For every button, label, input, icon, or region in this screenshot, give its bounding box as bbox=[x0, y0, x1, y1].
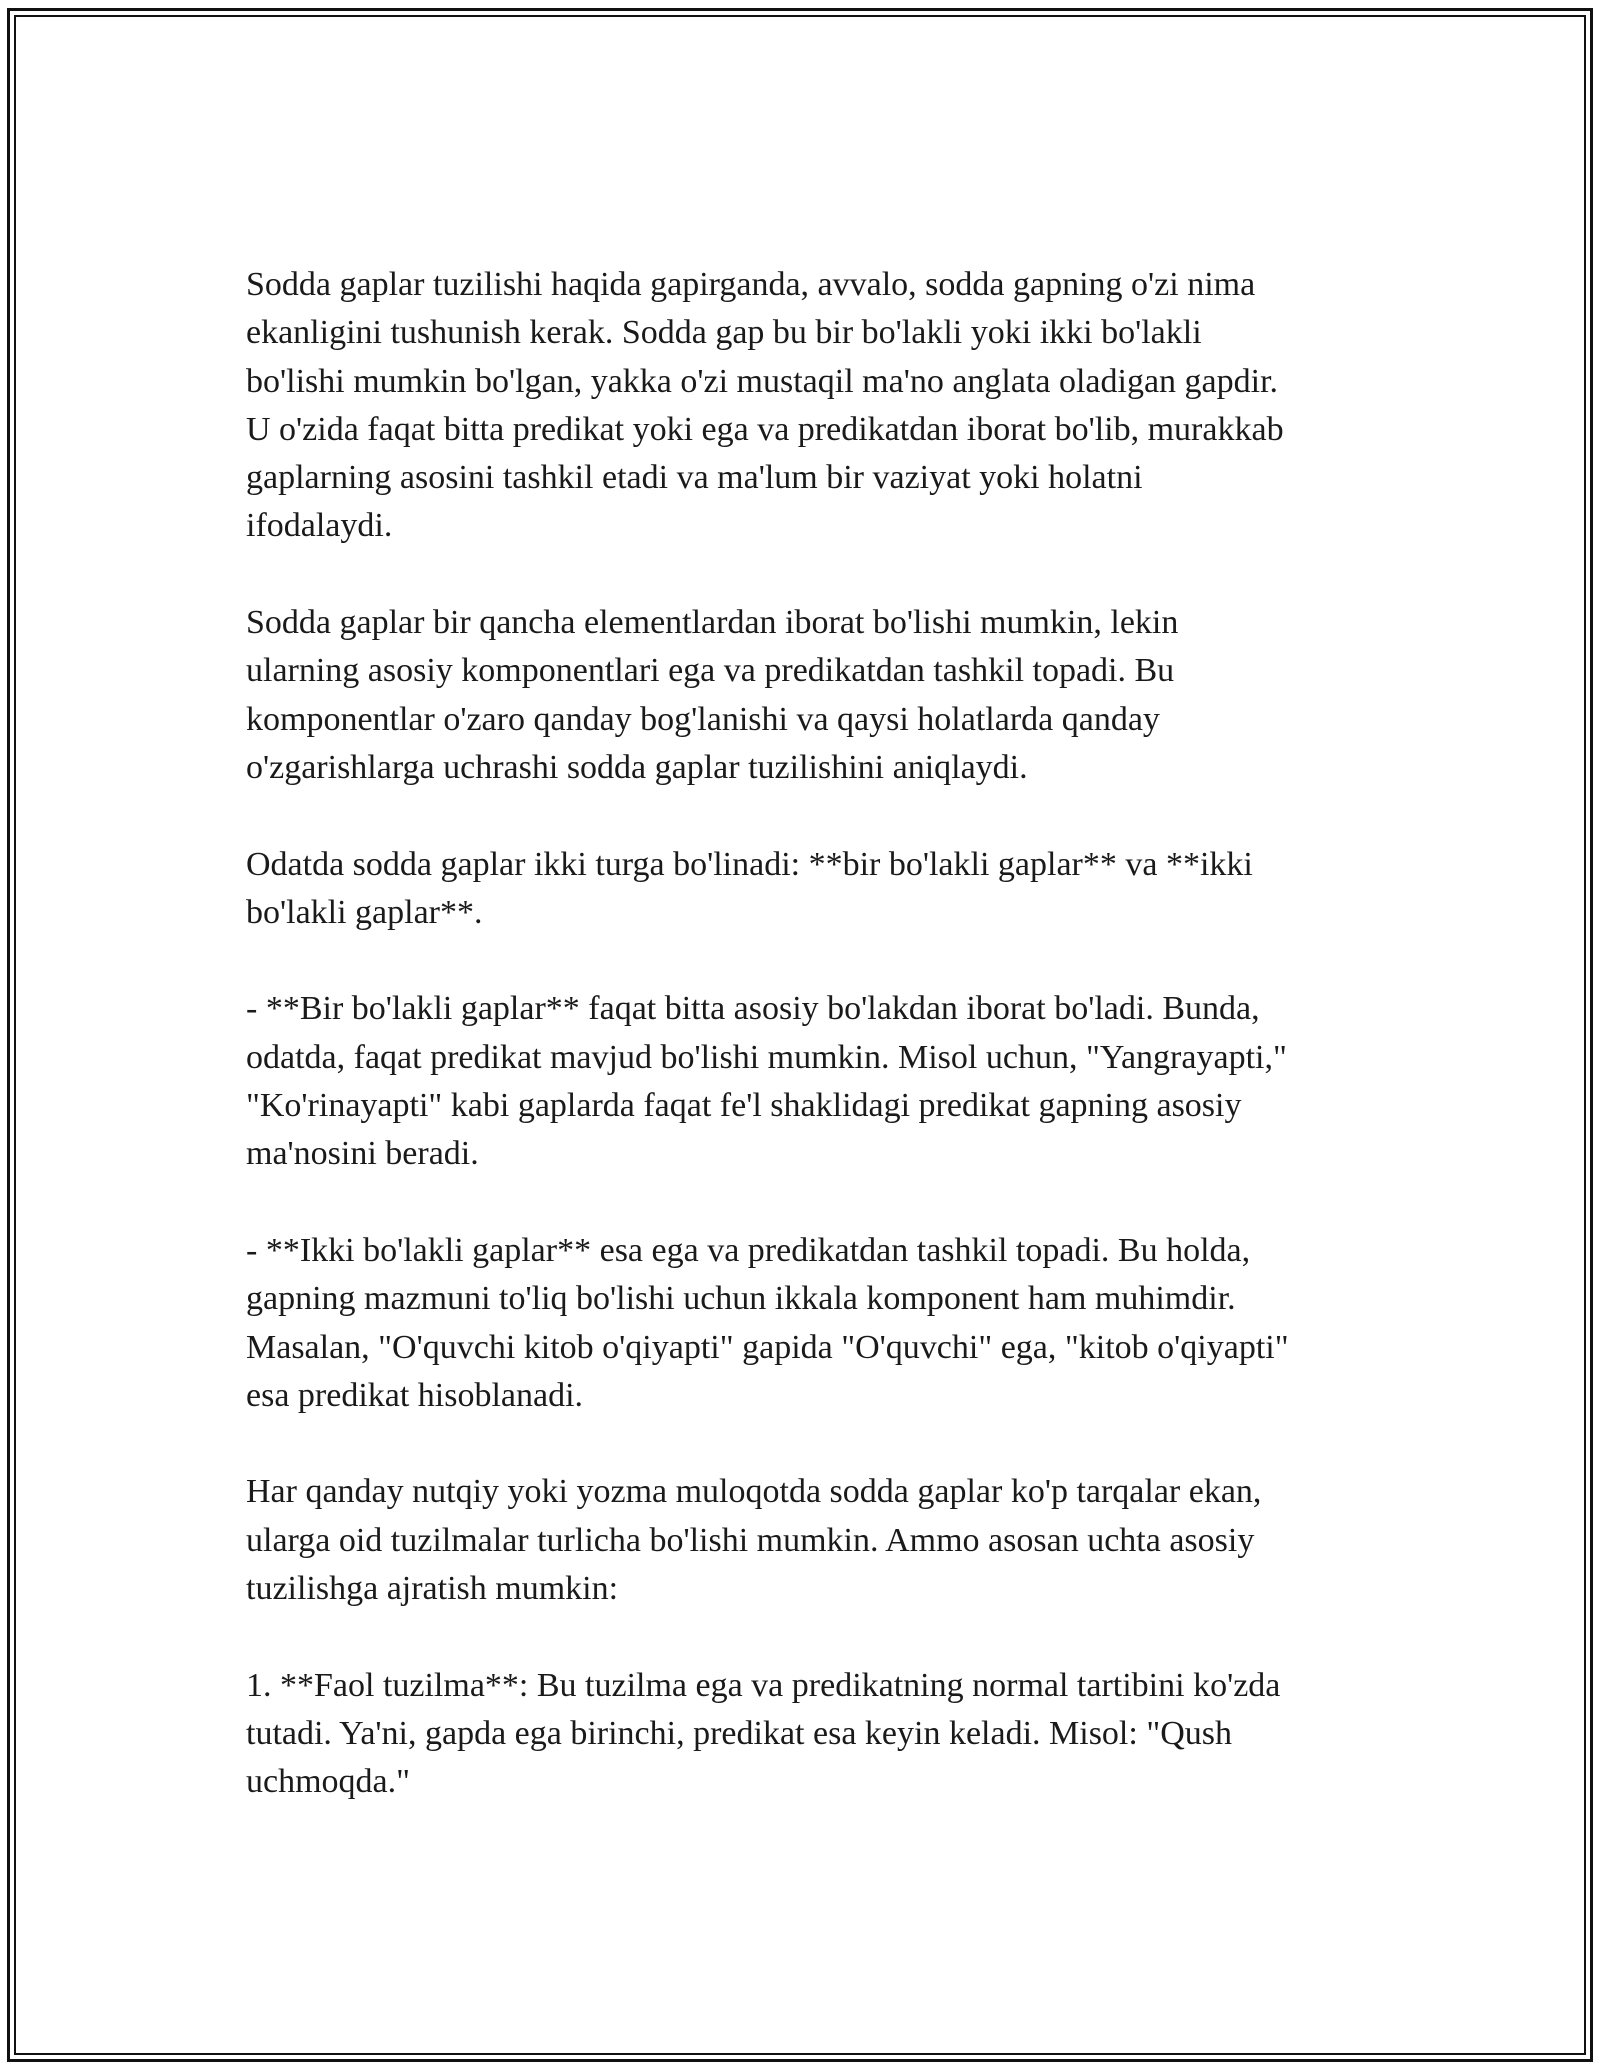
paragraph-intro: Sodda gaplar tuzilishi haqida gapirganda, avvalo, sodda gapning o'zi nima ekanligini tushunish kerak. Sodda gap bu bir bo'lakli yoki ikki bo'lakli bo'lishi mumkin bo'lgan, yakka o'zi mustaqil ma'no anglata oladigan gapdir. U o'zida faqat bitta predikat yoki ega va predikatdan iborat bo'lib, murakkab gaplarning asosini tashkil etadi va ma'lum bir vaziyat yoki holatni ifodalaydi. bbox=[246, 266, 1284, 545]
paragraph-types: Odatda sodda gaplar ikki turga bo'linadi: **bir bo'lakli gaplar** va **ikki bo'lakli gaplar**. bbox=[246, 845, 1253, 931]
document-body bbox=[246, 261, 1386, 1855]
page-border bbox=[7, 8, 1593, 2062]
paragraph-two-part: - **Ikki bo'lakli gaplar** esa ega va predikatdan tashkil topadi. Bu holda, gapning mazmuni to'liq bo'lishi uchun ikkala komponent ham muhimdir. Masalan, "O'quvchi kitob o'qiyapti" gapida "O'quvchi" ega, "kitob o'qiyapti" esa predikat hisoblanadi. bbox=[246, 1231, 1289, 1414]
paragraph-active-structure: 1. **Faol tuzilma**: Bu tuzilma ega va predikatning normal tartibini ko'zda tutadi. Ya'ni, gapda ega birinchi, predikat esa keyin keladi. Misol: "Qush uchmoqda." bbox=[246, 1666, 1281, 1801]
paragraph-structures: Har qanday nutqiy yoki yozma muloqotda sodda gaplar ko'p tarqalar ekan, ularga oid tuzilmalar turlicha bo'lishi mumkin. Ammo asosan uchta asosiy tuzilishga ajratish mumkin: bbox=[246, 1473, 1262, 1608]
paragraph-one-part: - **Bir bo'lakli gaplar** faqat bitta asosiy bo'lakdan iborat bo'ladi. Bunda, odatda, faqat predikat mavjud bo'lishi mumkin. Misol uchun, "Yangrayapti," "Ko'rinayapti" kabi gaplarda faqat fe'l shaklidagi predikat gapning asosiy ma'nosini beradi. bbox=[246, 990, 1287, 1173]
paragraph-components: Sodda gaplar bir qancha elementlardan iborat bo'lishi mumkin, lekin ularning asosiy komponentlari ega va predikatdan tashkil topadi. Bu komponentlar o'zaro qanday bog'lanishi va qaysi holatlarda qanday o'zgarishlarga uchrashi sodda gaplar tuzilishini aniqlaydi. bbox=[246, 604, 1179, 786]
